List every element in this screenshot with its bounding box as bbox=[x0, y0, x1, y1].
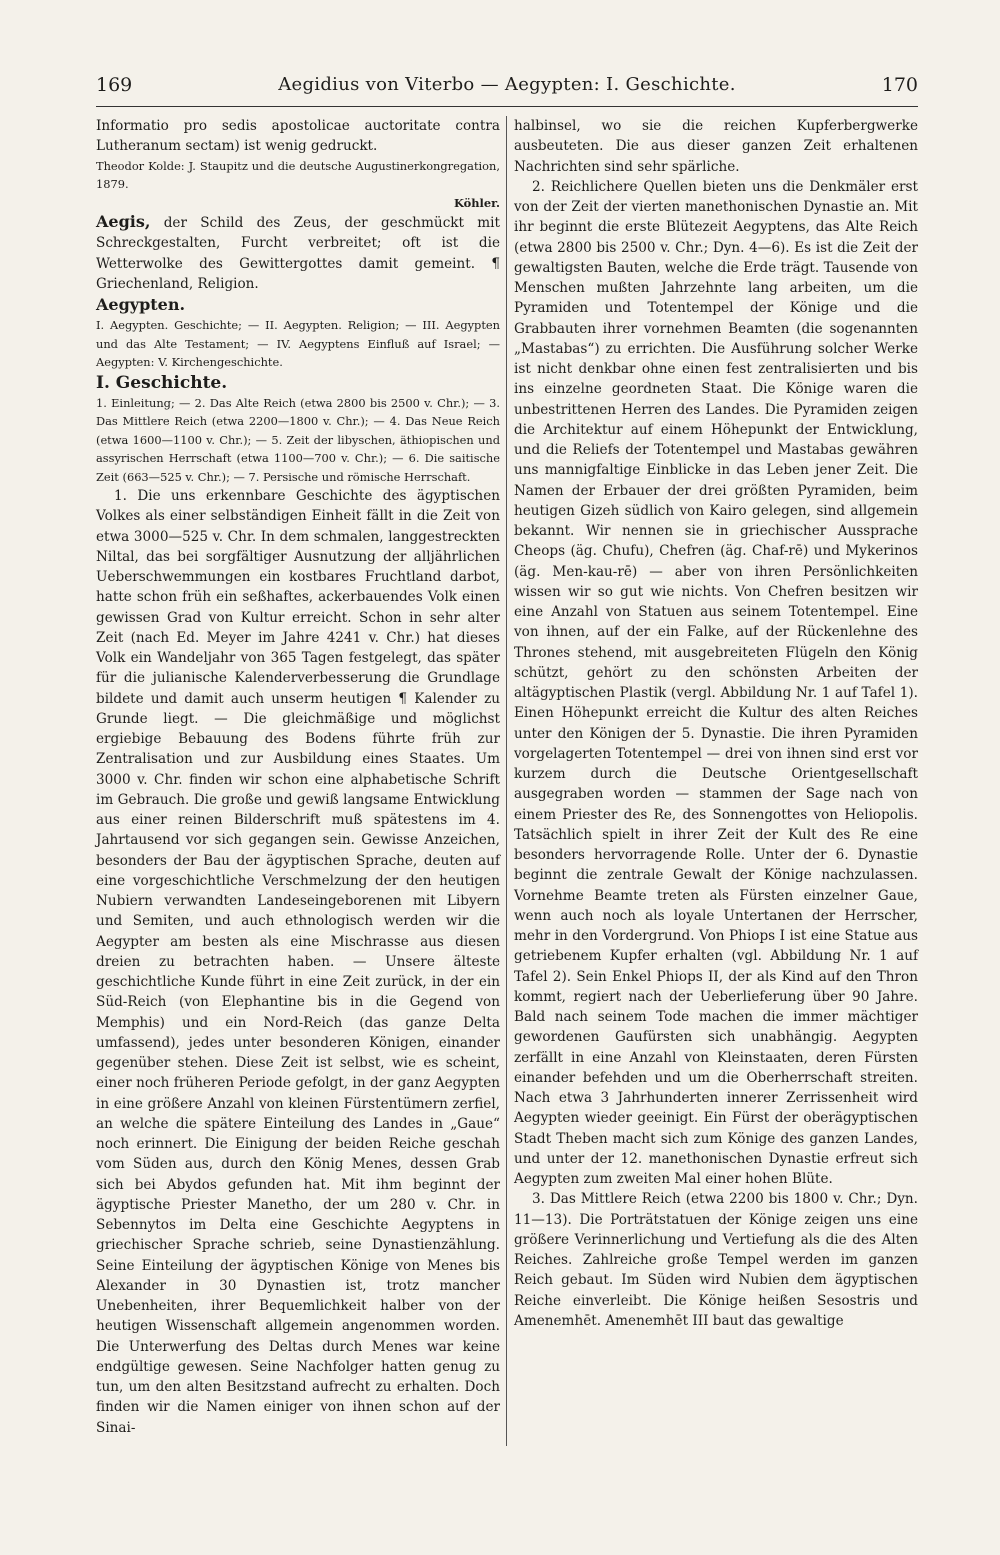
right-column bbox=[514, 116, 918, 1331]
aegypten-contents: I. Aegypten. Geschichte; — II. Aegypten. Religion; — III. Aegypten und das Alte Testament; — IV. Aegyptens Einfluß auf Israel; — Aegypten: V. Kirchengeschichte. bbox=[96, 318, 500, 369]
bibliography-entry: Theodor Kolde: J. Staupitz und die deutsche Augustinerkongregation, 1879. bbox=[96, 158, 500, 191]
entry-aegis-text: der Schild des Zeus, der geschmückt mit Schreckgestalten, Furcht verbreitet; oft ist die Wetterwolke des Gewittergottes damit gemeint. ¶ Griechenland, Religion. bbox=[96, 215, 500, 292]
entry-aegis bbox=[96, 212, 500, 294]
body-paragraph-1: 1. Die uns erkennbare Geschichte des ägyptischen Volkes als einer selbständigen Einheit fällt in die Zeit von etwa 3000—525 v. Chr. In dem schmalen, langgestreckten Niltal, das bei sorgfältiger Ausnutzung der alljährlichen Ueberschwemmungen ein kostbares Fruchtland darbot, hatte schon früh ein seßhaftes, ackerbauendes Volk einen gewissen Grad von Kultur erreicht. Schon in sehr alter Zeit (nach Ed. Meyer im Jahre 4241 v. Chr.) hat dieses Volk ein Wandeljahr von 365 Tagen festgelegt, das später für die julianische Kalenderverbesserung die Grundlage bildete und damit auch unserm heutigen ¶ Kalender zu Grunde liegt. — Die gleichmäßige und möglichst ergiebige Bebauung des Bodens führte früh zur Zentralisation und zur Ausbildung eines Staates. Um 3000 v. Chr. finden wir schon eine alphabetische Schrift im Gebrauch. Die große und gewiß langsame Entwicklung aus einer reinen Bilderschrift muß spätestens im 4. Jahrtausend vor sich gegangen sein. Gewisse Anzeichen, besonders der Bau der ägyptischen Sprache, deuten auf eine vorgeschichtliche Verschmelzung der den heutigen Nubiern verwandten Landeseingeborenen mit Libyern und Semiten, und auch ethnologisch werden wir die Aegypter am besten als eine Mischrasse aus diesen dreien zu betrachten haben. — Unsere älteste geschichtliche Kunde führt in eine Zeit zurück, in der ein Süd-Reich (von Elephantine bis in die Gegend von Memphis) und ein Nord-Reich (das ganze Delta umfassend), jedes unter besonderen Königen, einander gegenüber stehen. Diese Zeit ist selbst, wie es scheint, einer noch früheren Periode gefolgt, in der ganz Aegypten in eine größere Anzahl von kleinen Fürstentümern zerfiel, an welche die spätere Einteilung des Landes in „Gaue“ noch erinnert. Die Einigung der beiden Reiche geschah vom Süden aus, durch den König Menes, dessen Grab sich bei Abydos gefunden hat. Mit ihm beginnt der ägyptische Priester Manetho, der um 280 v. Chr. in Sebennytos im Delta eine Geschichte Aegyptens in griechischer Sprache schrieb, seine Dynastienzählung. Seine Einteilung der ägyptischen Könige von Menes bis Alexander in 30 Dynastien ist, trotz mancher Unebenheiten, ihrer Bequemlichkeit halber von der heutigen Wissenschaft allgemein angenommen worden. Die Unterwerfung des Deltas durch Menes war keine endgültige gewesen. Seine Nachfolger hatten genug zu tun, um den alten Besitzstand aufrecht zu erhalten. Doch finden wir die Namen einiger von ihnen schon auf der Sinai- bbox=[96, 488, 500, 1436]
page-number-right: 170 bbox=[881, 74, 918, 96]
article-author: Köhler. bbox=[453, 195, 500, 210]
page-header bbox=[96, 74, 918, 102]
section-heading-geschichte: I. Geschichte. bbox=[96, 372, 228, 393]
column-divider bbox=[506, 116, 507, 1446]
geschichte-contents: 1. Einleitung; — 2. Das Alte Reich (etwa 2800 bis 2500 v. Chr.); — 3. Das Mittlere Reich (etwa 2200—1800 v. Chr.); — 4. Das Neue Reich (etwa 1600—1100 v. Chr.); — 5. Zeit der libyschen, äthiopischen und assyrischen Herrschaft (etwa 1100—700 v. Chr.); — 6. Die saitische Zeit (663—525 v. Chr.); — 7. Persische und römische Herrschaft. bbox=[96, 395, 500, 484]
citation-text: Informatio pro sedis apostolicae auctoritate contra Lutheranum sectam) ist wenig gedruckt. bbox=[96, 118, 500, 155]
body-continuation: halbinsel, wo sie die reichen Kupferbergwerke ausbeuteten. Die aus dieser ganzen Zeit erhaltenen Nachrichten sind sehr spärliche. bbox=[514, 118, 918, 175]
page-number-left: 169 bbox=[96, 74, 133, 96]
header-rule bbox=[96, 106, 918, 107]
running-title: Aegidius von Viterbo — Aegypten: I. Geschichte. bbox=[278, 74, 736, 95]
body-paragraph-2: 2. Reichlichere Quellen bieten uns die Denkmäler erst von der Zeit der vierten manethonischen Dynastie an. Mit ihr beginnt die erste Blütezeit Aegyptens, das Alte Reich (etwa 2800 bis 2500 v. Chr.; Dyn. 4—6). Es ist die Zeit der gewaltigsten Bauten, welche die Erde trägt. Tausende von Menschen mußten Jahrzehnte lang arbeiten, um die Pyramiden und Totentempel der Könige und die Grabbauten ihrer vornehmen Beamten (die sogenannten „Mastabas“) zu errichten. Die Ausführung solcher Werke ist nicht denkbar ohne einen fest zentralisierten und bis ins einzelne geordneten Staat. Die Könige waren die unbestrittenen Herren des Landes. Die Pyramiden zeigen die Architektur auf einem Höhepunkt der Entwicklung, und die Reliefs der Totentempel und Mastabas gewähren uns mannigfaltige Einblicke in das Leben jener Zeit. Die Namen der Erbauer der drei größten Pyramiden, beim heutigen Gizeh südlich von Kairo gelegen, sind allgemein bekannt. Wir nennen sie in griechischer Aussprache Cheops (äg. Chufu), Chefren (äg. Chaf-rē) und Mykerinos (äg. Men-kau-rē) — aber von ihren Persönlichkeiten wissen wir so gut wie nichts. Von Chefren besitzen wir eine Anzahl von Statuen aus seinem Totentempel. Eine von ihnen, auf der ein Falke, auf der Rückenlehne des Thrones stehend, mit ausgebreiteten Flügeln den König schützt, gehört zu den schönsten Arbeiten der altägyptischen Plastik (vergl. Abbildung Nr. 1 auf Tafel 1). Einen Höhepunkt erreicht die Kultur des alten Reiches unter den Königen der 5. Dynastie. Die ihren Pyramiden vorgelagerten Totentempel — drei von ihnen sind erst vor kurzem durch die Deutsche Orientgesellschaft ausgegraben worden — stammen der Sage nach von einem Priester des Re, des Sonnengottes von Heliopolis. Tatsächlich spielt in ihrer Zeit der Kult des Re eine besonders hervorragende Rolle. Unter der 6. Dynastie beginnt die zentrale Gewalt der Könige nachzulassen. Vornehme Beamte treten als Fürsten einzelner Gaue, wenn auch noch als loyale Untertanen der Herrscher, mehr in den Vordergrund. Von Phiops I ist eine Statue aus getriebenem Kupfer erhalten (vgl. Abbildung Nr. 1 auf Tafel 2). Sein Enkel Phiops II, der als Kind auf den Thron kommt, regiert nach der Ueberlieferung über 90 Jahre. Bald nach seinem Tode machen die immer mächtiger gewordenen Gaufürsten sich unabhängig. Aegypten zerfällt in eine Anzahl von Kleinstaaten, deren Fürsten einander befehden und um die Oberherrschaft streiten. Nach etwa 3 Jahrhunderten innerer Zerrissenheit wird Aegypten wieder geeinigt. Ein Fürst der oberägyptischen Stadt Theben macht sich zum Könige des ganzen Landes, und unter der 12. manethonischen Dynastie erfreut sich Aegypten zum zweiten Mal einer hohen Blüte. bbox=[514, 178, 918, 1187]
entry-aegypten-headword: Aegypten. bbox=[96, 295, 186, 314]
body-paragraph-3: 3. Das Mittlere Reich (etwa 2200 bis 1800 v. Chr.; Dyn. 11—13). Die Porträtstatuen der Könige zeigen uns eine größere Verinnerlichung und Vertiefung als die des Alten Reiches. Zahlreiche große Tempel werden im ganzen Reich gebaut. Im Süden wird Nubien dem ägyptischen Reiche einverleibt. Die Könige heißen Sesostris und Amenemhēt. Amenemhēt III baut das gewaltige bbox=[514, 1191, 918, 1329]
entry-aegis-headword: Aegis, bbox=[96, 212, 151, 231]
left-column bbox=[96, 116, 500, 1438]
